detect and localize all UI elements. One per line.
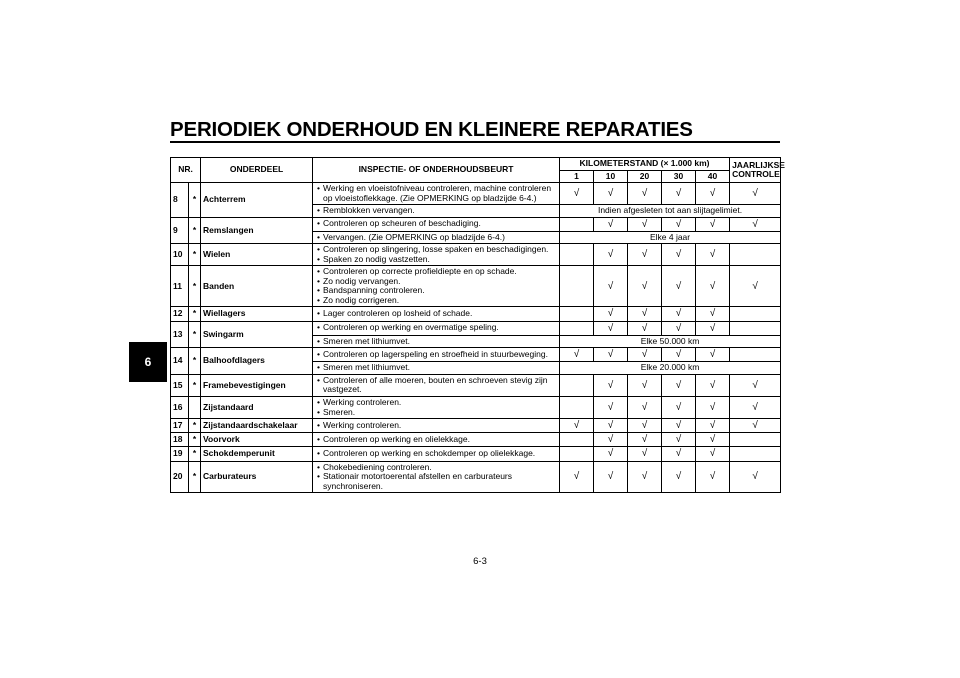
check-mark: √ — [696, 183, 730, 205]
empty-cell — [560, 433, 594, 447]
check-mark: √ — [662, 397, 696, 419]
check-mark: √ — [662, 374, 696, 396]
check-mark: √ — [662, 321, 696, 335]
item-star: * — [189, 266, 201, 307]
check-mark: √ — [696, 461, 730, 493]
table-row — [171, 433, 781, 447]
check-mark: √ — [628, 266, 662, 307]
check-mark: √ — [628, 244, 662, 266]
empty-cell — [730, 433, 781, 447]
check-mark: √ — [662, 244, 696, 266]
empty-cell — [730, 307, 781, 321]
item-actions — [313, 335, 560, 348]
check-mark: √ — [696, 419, 730, 433]
table-row — [171, 183, 781, 205]
empty-cell — [730, 244, 781, 266]
check-mark: √ — [594, 461, 628, 493]
check-mark: √ — [730, 374, 781, 396]
item-star — [189, 397, 201, 419]
item-number: 9 — [171, 217, 189, 244]
action-line: • Stationair motortoerental afstellen en carburateurs synchroniseren. — [315, 472, 557, 491]
table-row — [171, 461, 781, 493]
empty-cell — [560, 266, 594, 307]
check-mark: √ — [662, 266, 696, 307]
item-number: 13 — [171, 321, 189, 348]
check-mark: √ — [628, 217, 662, 231]
action-line: • Werking controleren. — [315, 421, 557, 431]
empty-cell — [560, 447, 594, 461]
item-number: 15 — [171, 374, 189, 396]
item-actions — [313, 348, 560, 362]
action-line: • Smeren. — [315, 408, 557, 418]
check-mark: √ — [696, 433, 730, 447]
action-line: • Controleren op correcte profieldiepte en op schade. — [315, 267, 557, 277]
table-row — [171, 419, 781, 433]
action-line: • Chokebediening controleren. — [315, 463, 557, 473]
title-rule — [170, 141, 780, 143]
check-mark: √ — [628, 183, 662, 205]
empty-cell — [560, 321, 594, 335]
item-part: Banden — [201, 266, 313, 307]
check-mark: √ — [662, 419, 696, 433]
item-part: Zijstandaardschakelaar — [201, 419, 313, 433]
action-line: • Smeren met lithiumvet. — [315, 363, 557, 373]
header-annual — [730, 158, 785, 183]
check-mark: √ — [696, 348, 730, 362]
empty-cell — [560, 374, 594, 396]
check-mark: √ — [628, 433, 662, 447]
action-line: • Controleren op werking en olielekkage. — [315, 435, 557, 445]
page-title: PERIODIEK ONDERHOUD EN KLEINERE REPARATIES — [170, 118, 693, 141]
action-line: • Controleren op werking en schokdemper op olielekkage. — [315, 449, 557, 459]
item-number: 18 — [171, 433, 189, 447]
item-actions — [313, 397, 560, 419]
interval-note: Indien afgesleten tot aan slijtagelimiet. — [560, 205, 781, 218]
check-mark: √ — [560, 348, 594, 362]
action-line: • Controleren op lagerspeling en stroefheid in stuurbeweging. — [315, 350, 557, 360]
item-actions — [313, 461, 560, 493]
item-actions — [313, 183, 560, 205]
header-part: ONDERDEEL — [201, 158, 313, 183]
header-km-10: 10 — [594, 170, 628, 183]
check-mark: √ — [594, 321, 628, 335]
check-mark: √ — [696, 374, 730, 396]
empty-cell — [730, 447, 781, 461]
item-actions — [313, 307, 560, 321]
check-mark: √ — [628, 397, 662, 419]
check-mark: √ — [628, 321, 662, 335]
table-row — [171, 266, 781, 307]
action-line: • Smeren met lithiumvet. — [315, 337, 557, 347]
empty-cell — [730, 321, 781, 335]
page-number: 6-3 — [473, 556, 487, 567]
item-number: 19 — [171, 447, 189, 461]
action-line: • Werking en vloeistofniveau controleren, machine controleren op vloeistoflekkage. (Zie OPMERKING op bladzijde 6-4.) — [315, 184, 557, 203]
item-star: * — [189, 433, 201, 447]
action-line: • Spaken zo nodig vastzetten. — [315, 255, 557, 265]
check-mark: √ — [730, 461, 781, 493]
check-mark: √ — [628, 419, 662, 433]
interval-note: Elke 50.000 km — [560, 335, 781, 348]
check-mark: √ — [628, 374, 662, 396]
empty-cell — [560, 397, 594, 419]
empty-cell — [560, 307, 594, 321]
action-line: • Controleren op werking en overmatige speling. — [315, 323, 557, 333]
item-number: 20 — [171, 461, 189, 493]
item-star: * — [189, 217, 201, 244]
header-km-title: KILOMETERSTAND (× 1.000 km) — [560, 158, 730, 171]
header-annual-label: JAARLIJKSE CONTROLE — [732, 159, 785, 180]
header-km-20: 20 — [628, 170, 662, 183]
check-mark: √ — [696, 266, 730, 307]
check-mark: √ — [662, 461, 696, 493]
item-number: 17 — [171, 419, 189, 433]
interval-note: Elke 20.000 km — [560, 362, 781, 375]
header-action: INSPECTIE- OF ONDERHOUDSBEURT — [313, 158, 560, 183]
header-nr: NR. — [171, 158, 201, 183]
action-line: • Werking controleren. — [315, 398, 557, 408]
item-actions — [313, 419, 560, 433]
item-star: * — [189, 183, 201, 218]
action-line: • Bandspanning controleren. — [315, 286, 557, 296]
item-number: 16 — [171, 397, 189, 419]
check-mark: √ — [594, 397, 628, 419]
check-mark: √ — [730, 397, 781, 419]
check-mark: √ — [594, 307, 628, 321]
check-mark: √ — [628, 307, 662, 321]
check-mark: √ — [594, 266, 628, 307]
item-part: Carburateurs — [201, 461, 313, 493]
check-mark: √ — [594, 433, 628, 447]
item-star: * — [189, 447, 201, 461]
chapter-tab: 6 — [129, 342, 167, 382]
item-star: * — [189, 419, 201, 433]
header-km-1: 1 — [560, 170, 594, 183]
table-row — [171, 447, 781, 461]
interval-note: Elke 4 jaar — [560, 231, 781, 244]
check-mark: √ — [594, 217, 628, 231]
check-mark: √ — [594, 183, 628, 205]
check-mark: √ — [628, 447, 662, 461]
check-mark: √ — [730, 217, 781, 231]
check-mark: √ — [730, 183, 781, 205]
item-part: Wielen — [201, 244, 313, 266]
check-mark: √ — [594, 244, 628, 266]
empty-cell — [560, 217, 594, 231]
check-mark: √ — [662, 348, 696, 362]
maintenance-table — [170, 157, 785, 493]
item-part: Achterrem — [201, 183, 313, 218]
item-part: Wiellagers — [201, 307, 313, 321]
item-part: Schokdemperunit — [201, 447, 313, 461]
item-actions — [313, 447, 560, 461]
item-star: * — [189, 348, 201, 375]
item-part: Zijstandaard — [201, 397, 313, 419]
empty-cell — [560, 244, 594, 266]
item-star: * — [189, 374, 201, 396]
check-mark: √ — [560, 419, 594, 433]
check-mark: √ — [730, 266, 781, 307]
empty-cell — [730, 348, 781, 362]
check-mark: √ — [696, 217, 730, 231]
check-mark: √ — [594, 348, 628, 362]
item-number: 12 — [171, 307, 189, 321]
check-mark: √ — [594, 374, 628, 396]
item-star: * — [189, 307, 201, 321]
item-actions — [313, 266, 560, 307]
check-mark: √ — [594, 447, 628, 461]
item-part: Voorvork — [201, 433, 313, 447]
item-part: Framebevestigingen — [201, 374, 313, 396]
item-star: * — [189, 321, 201, 348]
check-mark: √ — [662, 217, 696, 231]
action-line: • Controleren op slingering, losse spaken en beschadigingen. — [315, 245, 557, 255]
item-actions — [313, 362, 560, 375]
check-mark: √ — [662, 307, 696, 321]
check-mark: √ — [696, 307, 730, 321]
item-actions — [313, 205, 560, 218]
item-actions — [313, 321, 560, 335]
action-line: • Zo nodig vervangen. — [315, 277, 557, 287]
check-mark: √ — [628, 348, 662, 362]
action-line: • Zo nodig corrigeren. — [315, 296, 557, 306]
table-row — [171, 397, 781, 419]
item-number: 8 — [171, 183, 189, 218]
check-mark: √ — [696, 321, 730, 335]
header-km-40: 40 — [696, 170, 730, 183]
table-row — [171, 244, 781, 266]
action-line: • Lager controleren op losheid of schade. — [315, 309, 557, 319]
table-row — [171, 307, 781, 321]
table-body — [171, 183, 781, 493]
item-actions — [313, 244, 560, 266]
item-actions — [313, 217, 560, 231]
item-number: 11 — [171, 266, 189, 307]
item-part: Remslangen — [201, 217, 313, 244]
check-mark: √ — [696, 447, 730, 461]
header-km-30: 30 — [662, 170, 696, 183]
check-mark: √ — [696, 244, 730, 266]
action-line: • Controleren of alle moeren, bouten en schroeven stevig zijn vastgezet. — [315, 376, 557, 395]
check-mark: √ — [696, 397, 730, 419]
item-star: * — [189, 461, 201, 493]
table-row — [171, 348, 781, 362]
check-mark: √ — [560, 461, 594, 493]
check-mark: √ — [662, 447, 696, 461]
item-number: 10 — [171, 244, 189, 266]
action-line: • Controleren op scheuren of beschadiging. — [315, 219, 557, 229]
item-star: * — [189, 244, 201, 266]
check-mark: √ — [730, 419, 781, 433]
table-row — [171, 374, 781, 396]
check-mark: √ — [662, 183, 696, 205]
table-row — [171, 217, 781, 231]
check-mark: √ — [594, 419, 628, 433]
check-mark: √ — [662, 433, 696, 447]
item-part: Balhoofdlagers — [201, 348, 313, 375]
item-part: Swingarm — [201, 321, 313, 348]
table-row — [171, 321, 781, 335]
item-actions — [313, 433, 560, 447]
check-mark: √ — [560, 183, 594, 205]
action-line: • Remblokken vervangen. — [315, 206, 557, 216]
item-actions — [313, 231, 560, 244]
action-line: • Vervangen. (Zie OPMERKING op bladzijde 6-4.) — [315, 233, 557, 243]
item-number: 14 — [171, 348, 189, 375]
check-mark: √ — [628, 461, 662, 493]
item-actions — [313, 374, 560, 396]
